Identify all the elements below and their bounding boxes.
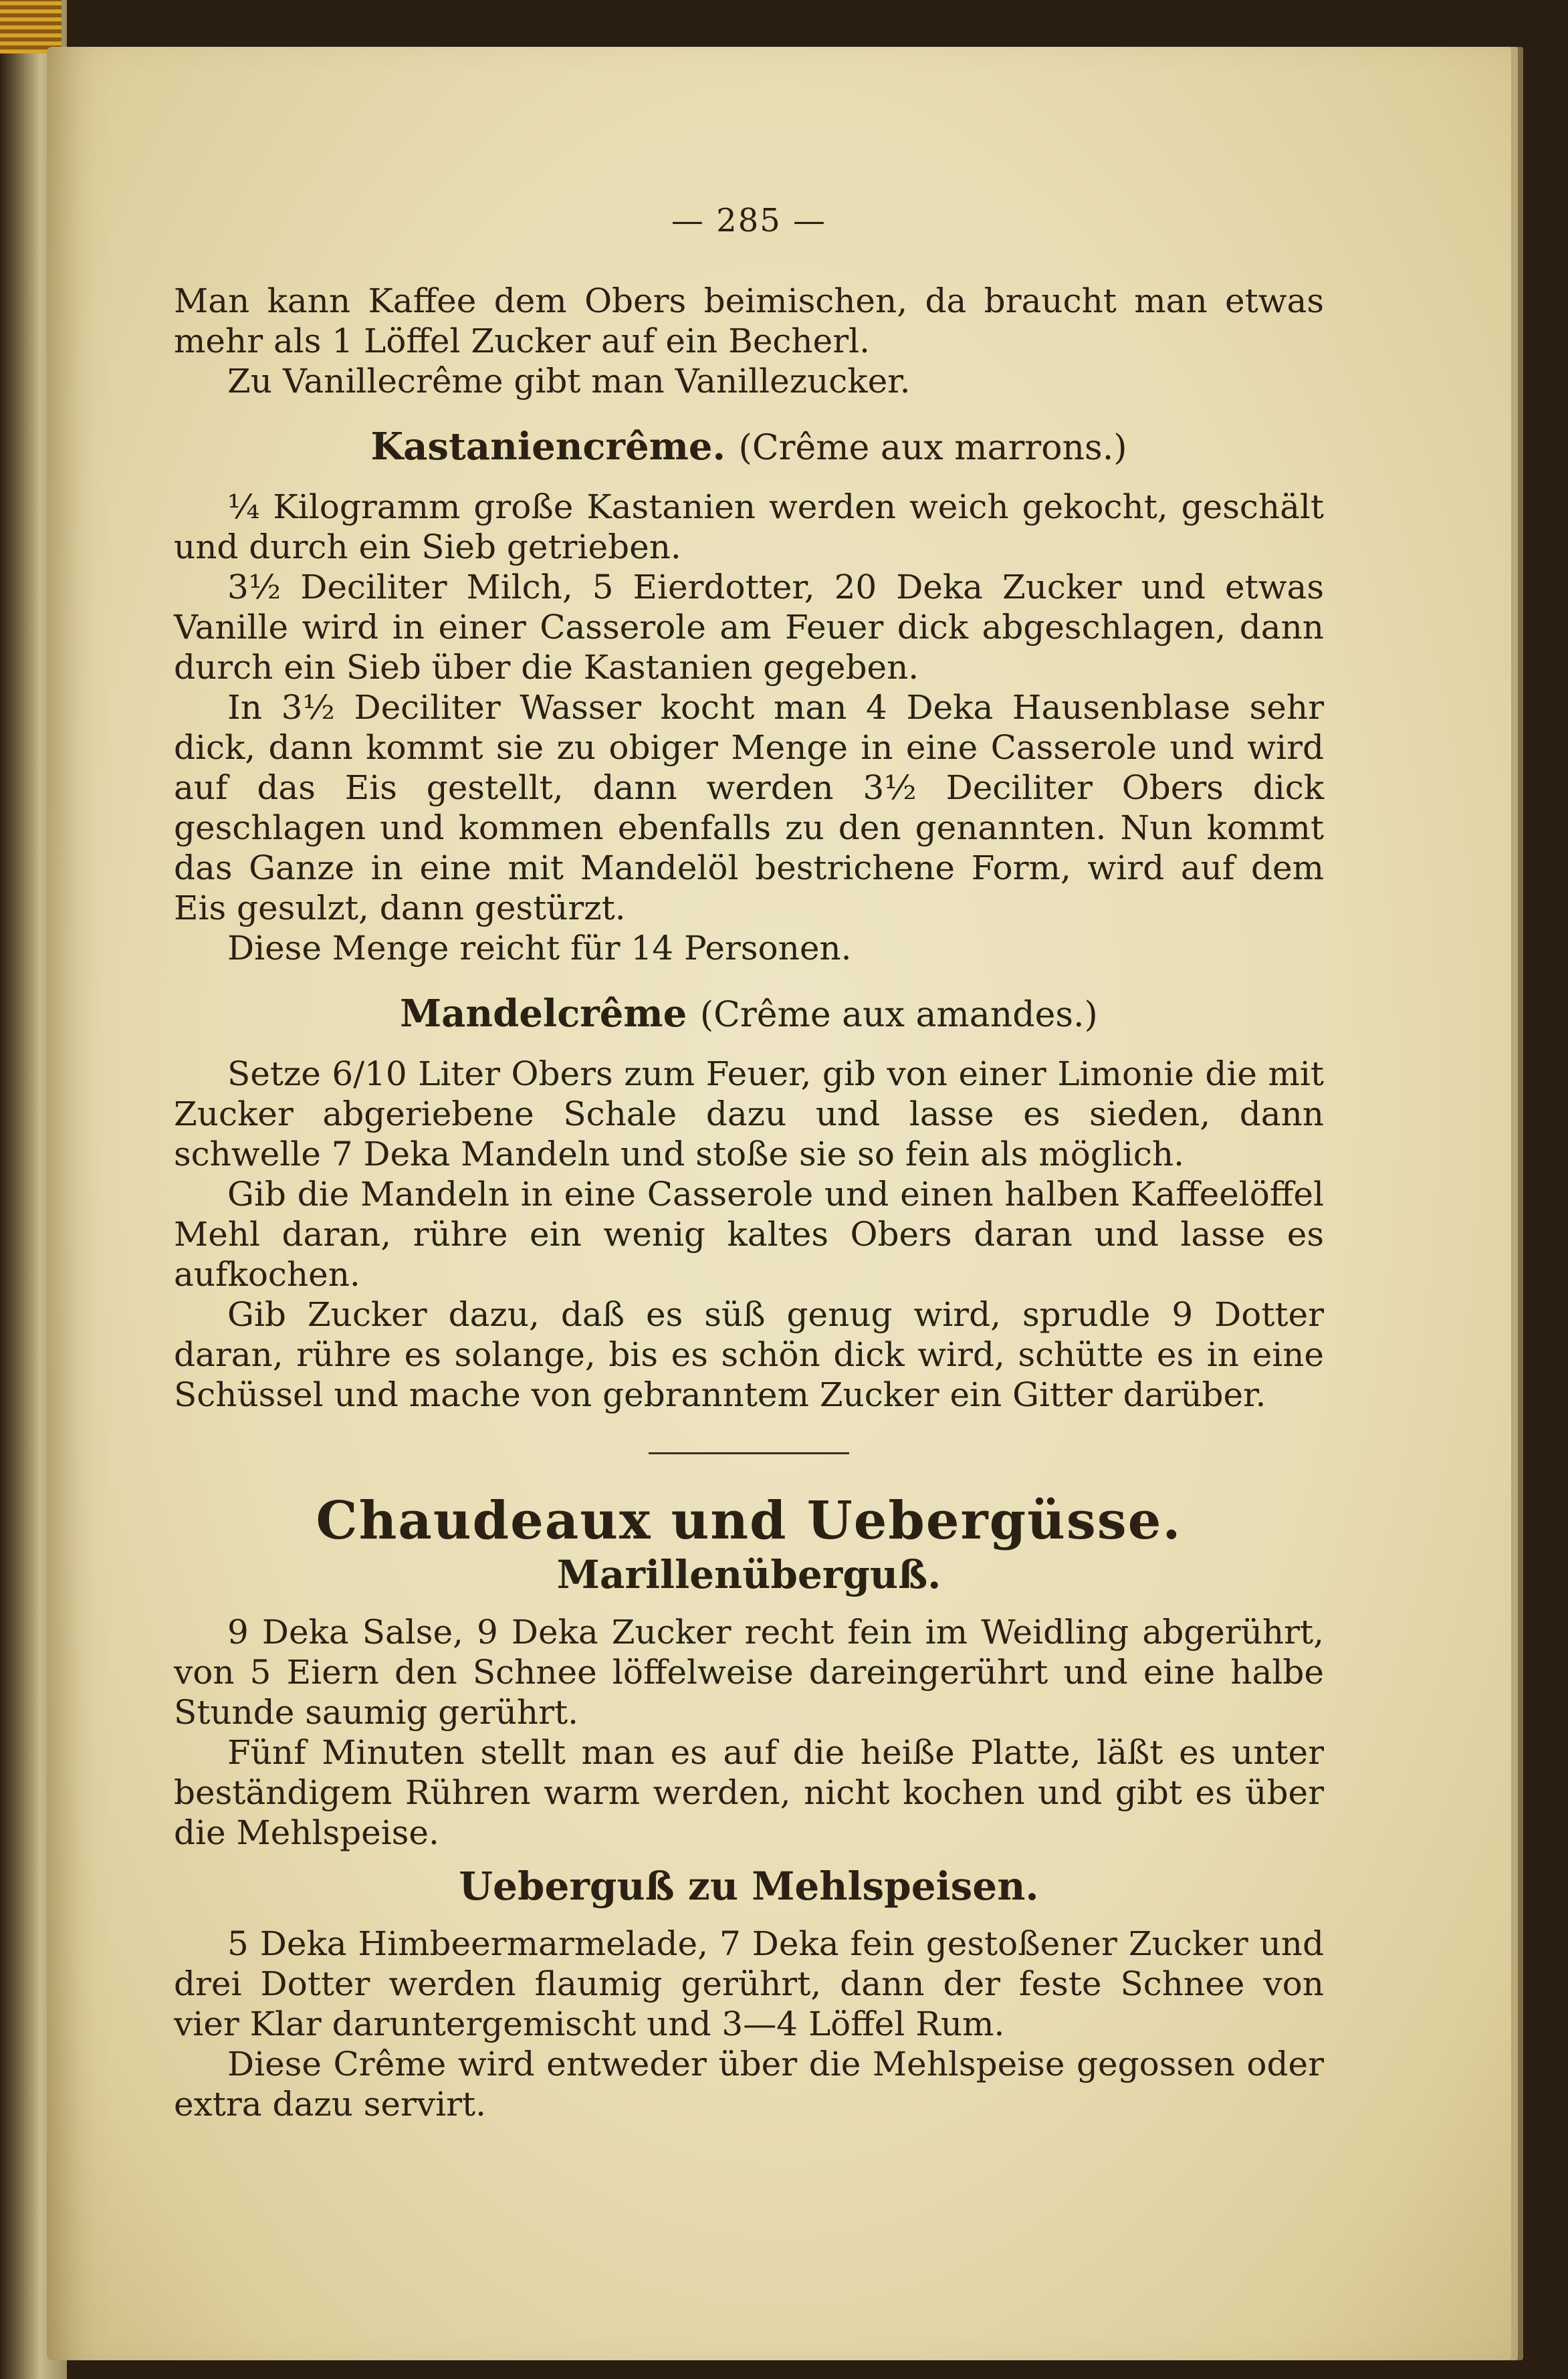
section-divider <box>649 1452 849 1454</box>
section-subtitle: (Crême aux marrons.) <box>738 428 1127 468</box>
intro-paragraph: Zu Vanillecrême gibt man Vanillezucker. <box>227 362 911 401</box>
book-page <box>47 47 1511 2360</box>
recipe-paragraph: Gib Zucker dazu, daß es süß genug wird, sprudle 9 Dotter daran, rühre es solange, bis es schön dick wird, schütte es in eine Schüssel und mache von gebranntem Zucker ein Gitter darüber. <box>174 1295 1324 1414</box>
section-title: Kastaniencrême. <box>370 425 726 469</box>
section-heading-marillen: Marillenüberguß. <box>556 1552 941 1597</box>
recipe-paragraph: 5 Deka Himbeermarmelade, 7 Deka fein gestoßener Zucker und drei Dotter werden flaumig gerührt, dann der feste Schnee von vier Klar daruntergemischt und 3—4 Löffel Rum. <box>174 1924 1324 2043</box>
recipe-paragraph: 3½ Deciliter Milch, 5 Eierdotter, 20 Deka Zucker und etwas Vanille wird in einer Casserole am Feuer dick abgeschlagen, dann durch ein Sieb über die Kastanien gegeben. <box>174 568 1324 687</box>
recipe-paragraph: 9 Deka Salse, 9 Deka Zucker recht fein im Weidling abgerührt, von 5 Eiern den Schnee löffelweise dareingerührt und eine halbe Stunde saumig gerührt. <box>174 1613 1324 1732</box>
recipe-paragraph: Diese Crême wird entweder über die Mehlspeise gegossen oder extra dazu servirt. <box>174 2045 1324 2124</box>
section-heading-kastanien <box>174 427 1324 468</box>
recipe-paragraph: Diese Menge reicht für 14 Personen. <box>227 929 852 968</box>
recipe-paragraph: Fünf Minuten stellt man es auf die heiße Platte, läßt es unter beständigem Rühren warm werden, nicht kochen und gibt es über die Mehlspeise. <box>174 1733 1324 1852</box>
recipe-paragraph: ¼ Kilogramm große Kastanien werden weich gekocht, geschält und durch ein Sieb getrieben. <box>174 487 1324 566</box>
page-text <box>174 201 1324 2124</box>
recipe-paragraph: In 3½ Deciliter Wasser kocht man 4 Deka Hausenblase sehr dick, dann kommt sie zu obiger Menge in eine Casserole und wird auf das Eis gestellt, dann werden 3½ Deciliter Obers dick geschlagen und kommen ebenfalls zu den genannten. Nun kommt das Ganze in eine mit Mandelöl bestrichene Form, wird auf dem Eis gesulzt, dann gestürzt. <box>174 688 1324 927</box>
section-title: Mandelcrême <box>400 992 687 1036</box>
section-heading-ueberguss: Ueberguß zu Mehlspeisen. <box>459 1863 1039 1909</box>
recipe-paragraph: Setze 6/10 Liter Obers zum Feuer, gib von einer Limonie die mit Zucker abgeriebene Schale dazu und lasse es sieden, dann schwelle 7 Deka Mandeln und stoße sie so fein als möglich. <box>174 1054 1324 1173</box>
section-heading-mandel <box>174 994 1324 1035</box>
page-number: — 285 — <box>671 202 827 239</box>
gilt-edge <box>0 0 62 53</box>
chapter-title: Chaudeaux und Uebergüsse. <box>316 1490 1182 1551</box>
recipe-paragraph: Gib die Mandeln in eine Casserole und einen halben Kaffeelöffel Mehl daran, rühre ein wenig kaltes Obers daran und lasse es aufkochen. <box>174 1175 1324 1294</box>
section-subtitle: (Crême aux amandes.) <box>699 995 1098 1035</box>
intro-paragraph: Man kann Kaffee dem Obers beimischen, da braucht man etwas mehr als 1 Löffel Zucker auf ein Becherl. <box>174 281 1324 360</box>
